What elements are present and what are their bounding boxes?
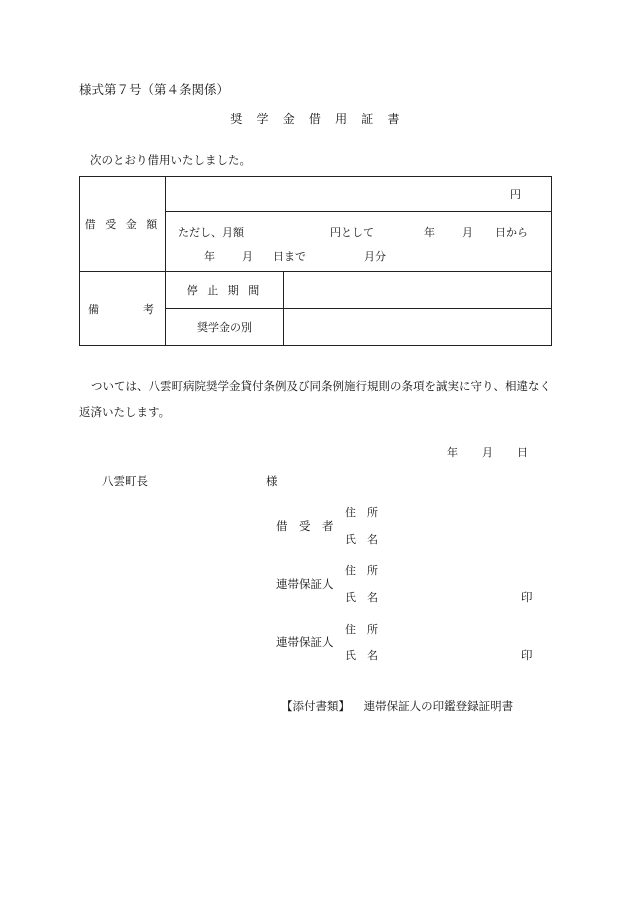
borrower-role: 借 受 者 xyxy=(276,519,334,533)
guarantor2-seal-mark: 印 xyxy=(521,648,533,662)
borrower-name-label: 氏 名 xyxy=(345,533,378,546)
scholarship-type-label: 奨学金の別 xyxy=(166,309,284,346)
start-year-label: 年 xyxy=(424,226,435,239)
addressee-mayor: 八雲町長 xyxy=(102,474,148,488)
months-part-label: 月分 xyxy=(364,250,386,263)
loan-detail-field[interactable] xyxy=(166,212,552,272)
loan-table xyxy=(79,176,552,346)
loan-amount-header: 借 受 金 額 xyxy=(80,177,166,272)
form-number-label: 様式第７号（第４条関係） xyxy=(79,82,230,97)
guarantor2-name-label: 氏 名 xyxy=(345,649,378,662)
date-year-label: 年 xyxy=(447,446,458,459)
pledge-text: ついては、八雲町病院奨学金貸付条例及び同条例施行規則の条項を誠実に守り、相違なく返済いたします。 xyxy=(79,379,551,419)
date-month-label: 月 xyxy=(482,446,493,459)
intro-text: 次のとおり借用いたしました。 xyxy=(90,153,251,167)
guarantor1-address-label: 住 所 xyxy=(345,564,378,577)
borrower-address-label: 住 所 xyxy=(345,506,378,519)
yen-as-label: 円として xyxy=(330,226,374,239)
end-day-label: 日まで xyxy=(273,250,306,263)
title-char: 書 xyxy=(387,112,400,126)
end-month-label: 月 xyxy=(242,250,253,263)
suspension-period-label: 停 止 期 間 xyxy=(166,272,284,309)
attachment-note xyxy=(281,698,513,714)
guarantor2-role: 連帯保証人 xyxy=(276,635,334,649)
date-day-label: 日 xyxy=(517,446,528,459)
attachment-label: 【添付書類】 xyxy=(281,699,350,713)
title-char: 学 xyxy=(256,112,269,126)
remarks-right-char: 考 xyxy=(143,302,157,316)
guarantor1-seal-mark: 印 xyxy=(521,590,533,604)
title-char: 用 xyxy=(335,112,348,126)
start-day-label: 日から xyxy=(495,226,528,239)
document-title xyxy=(0,110,630,127)
addressee-honorific: 様 xyxy=(266,474,278,488)
guarantor1-role: 連帯保証人 xyxy=(276,577,334,591)
attachment-text: 連帯保証人の印鑑登録証明書 xyxy=(363,699,514,713)
guarantor2-address-label: 住 所 xyxy=(345,623,378,636)
yen-unit: 円 xyxy=(510,188,521,201)
title-char: 証 xyxy=(361,112,374,126)
title-char: 奨 xyxy=(230,112,243,126)
loan-amount-field[interactable] xyxy=(166,177,552,212)
scholarship-type-field[interactable] xyxy=(284,309,552,346)
title-char: 金 xyxy=(282,112,295,126)
end-year-label: 年 xyxy=(204,250,215,263)
start-month-label: 月 xyxy=(462,226,473,239)
suspension-period-field[interactable] xyxy=(284,272,552,309)
remarks-header xyxy=(80,272,166,346)
monthly-amount-label: ただし、月額 xyxy=(178,226,244,239)
remarks-left-char: 備 xyxy=(88,302,102,316)
guarantor1-name-label: 氏 名 xyxy=(345,591,378,604)
title-char: 借 xyxy=(308,112,322,126)
